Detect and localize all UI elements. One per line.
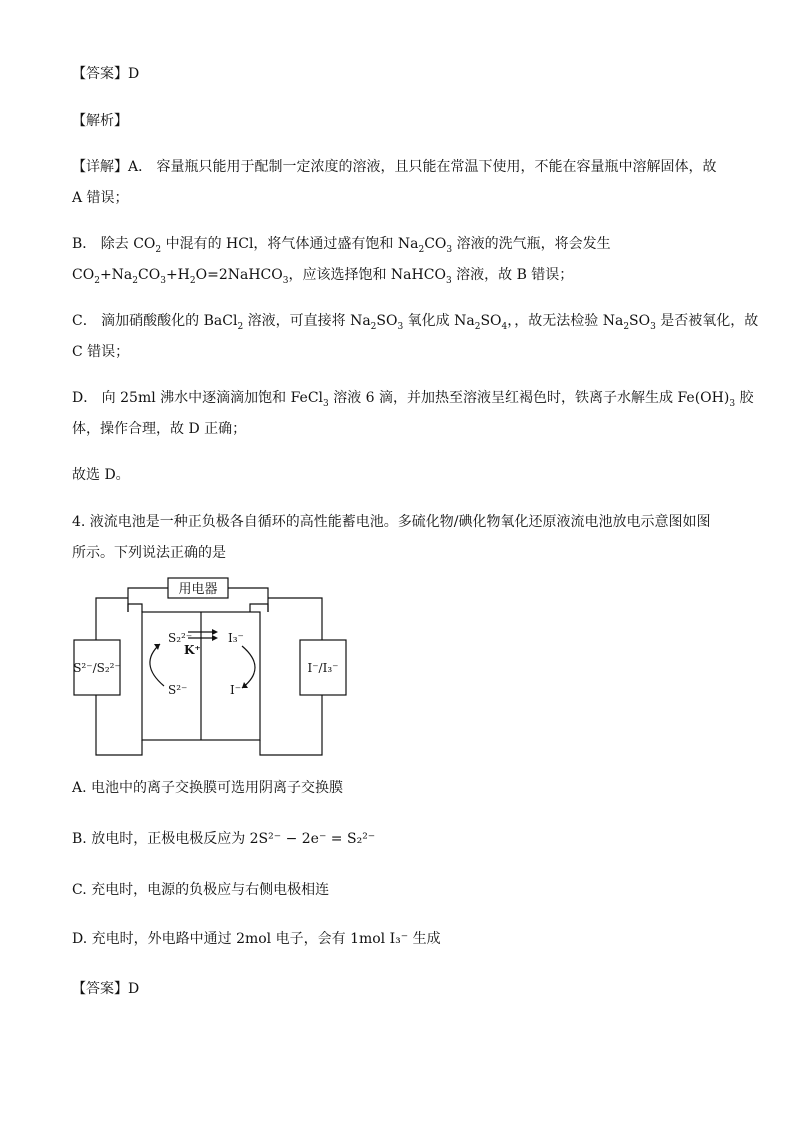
sub: 3 xyxy=(650,321,656,332)
right-tank-label: I⁻/I₃⁻ xyxy=(307,661,339,675)
sub: 3 xyxy=(729,398,736,409)
sub: 2 xyxy=(237,321,244,332)
b-text-4: 溶液的洗气瓶，将会发生 xyxy=(452,236,611,252)
wire-left-outer xyxy=(96,598,128,640)
wire-left-bottom xyxy=(96,695,142,755)
answer-value: D xyxy=(128,66,140,82)
wire-right-outer xyxy=(268,598,322,640)
option-b xyxy=(72,829,375,849)
analysis-tag: 【解析】 xyxy=(72,113,128,129)
sub: 2 xyxy=(623,321,630,332)
sub: 2 xyxy=(94,275,100,286)
answer-line-q4 xyxy=(72,979,139,999)
b-text-3: CO xyxy=(424,236,447,252)
right-electrode-tab xyxy=(250,604,268,612)
sub: 2 xyxy=(132,275,138,286)
sub: 4 xyxy=(501,321,508,332)
sub: 3 xyxy=(323,398,329,409)
d-text: D． 向 25ml 沸水中逐滴滴加饱和 FeCl xyxy=(72,390,324,406)
detail-tag: 【详解】 xyxy=(72,159,128,175)
flow-battery-diagram xyxy=(72,574,362,764)
b-text-5: ，应该选择饱和 NaHCO xyxy=(288,267,446,283)
detail-b-line2 xyxy=(72,265,573,285)
eq-part: O=2NaHCO xyxy=(195,267,283,283)
answer-value: D xyxy=(128,981,140,997)
sub: 3 xyxy=(160,275,166,286)
c-text: SO xyxy=(480,313,502,329)
left-top-species: S₂²⁻ xyxy=(168,631,193,645)
right-bottom-species: I⁻ xyxy=(230,683,242,697)
ion-arrowhead-1 xyxy=(212,629,218,635)
sub: 2 xyxy=(370,321,377,332)
left-tank-label: S²⁻/S₂²⁻ xyxy=(73,661,121,675)
c-text: SO xyxy=(629,313,651,329)
wire-right-top xyxy=(228,588,268,598)
eq-part: CO xyxy=(72,267,95,283)
sub: 3 xyxy=(397,321,404,332)
option-d xyxy=(72,929,441,949)
wire-left-top xyxy=(128,588,168,598)
option-b-equation: 2S²⁻ − 2e⁻ = S₂²⁻ xyxy=(249,831,376,847)
c-text: 溶液，可直接将 Na xyxy=(243,313,371,329)
ion-label: K⁺ xyxy=(184,643,201,657)
detail-a-line1 xyxy=(72,157,717,177)
option-d-species: I₃⁻ xyxy=(389,931,409,947)
eq-part: +H xyxy=(165,267,190,283)
b-text-1: B． 除去 CO xyxy=(72,236,156,252)
detail-a-line2: A 错误； xyxy=(72,190,129,206)
left-cycle-arrow xyxy=(150,644,164,686)
c-text: ，，故无法检验 Na xyxy=(507,313,624,329)
sub: 3 xyxy=(282,275,289,286)
ion-arrowhead-2 xyxy=(212,635,218,641)
option-d-text: D. 充电时，外电路中通过 2mol 电子，会有 1mol xyxy=(72,931,390,947)
sub: 2 xyxy=(474,321,481,332)
answer-tag: 【答案】 xyxy=(72,66,128,82)
d-text: 胶 xyxy=(735,390,754,406)
q4-stem-line1: 4. 液流电池是一种正负极各自循环的高性能蓄电池。多硫化物/碘化物氧化还原液流电池放电示意图如图 xyxy=(72,514,711,530)
wire-right-bottom xyxy=(260,695,322,755)
d-text: 溶液 6 滴，并加热至溶液呈红褐色时，铁离子水解生成 Fe(OH) xyxy=(328,390,730,406)
q4-stem-line2: 所示。下列说法正确的是 xyxy=(72,545,226,561)
sub: 2 xyxy=(189,275,196,286)
detail-c-line2: C 错误； xyxy=(72,344,130,360)
detail-d-line1 xyxy=(72,388,754,408)
eq-part: +Na xyxy=(99,267,133,283)
left-bottom-species: S²⁻ xyxy=(168,683,188,697)
option-a: A. 电池中的离子交换膜可选用阴离子交换膜 xyxy=(72,780,344,796)
c-text: SO xyxy=(376,313,398,329)
detail-b-line1 xyxy=(72,234,611,254)
right-cycle-arrow xyxy=(242,646,255,688)
right-top-species: I₃⁻ xyxy=(228,631,244,645)
detail-d-line2: 体，操作合理，故 D 正确； xyxy=(72,421,247,437)
option-b-text: B. 放电时，正极电极反应为 xyxy=(72,831,250,847)
left-electrode-tab xyxy=(128,604,142,612)
option-d-suffix: 生成 xyxy=(408,931,441,947)
option-c: C. 充电时，电源的负极应与右侧电极相连 xyxy=(72,882,330,898)
sub: 3 xyxy=(446,244,453,255)
conclusion: 故选 D。 xyxy=(72,467,130,483)
sub: 3 xyxy=(445,275,452,286)
c-text: C． 滴加硝酸酸化的 BaCl xyxy=(72,313,238,329)
b-text-6: 溶液，故 B 错误； xyxy=(451,267,574,283)
answer-tag: 【答案】 xyxy=(72,981,128,997)
sub: 2 xyxy=(418,244,425,255)
eq-part: CO xyxy=(138,267,161,283)
load-label: 用电器 xyxy=(178,582,218,597)
detail-c-line1 xyxy=(72,311,758,331)
sub: 2 xyxy=(155,244,162,255)
answer-line-q3 xyxy=(72,64,139,84)
b-text-2: 中混有的 HCl，将气体通过盛有饱和 Na xyxy=(161,236,419,252)
detail-a-text: A． 容量瓶只能用于配制一定浓度的溶液，且只能在常温下使用，不能在容量瓶中溶解固体，故 xyxy=(128,159,717,175)
c-text: 氧化成 Na xyxy=(403,313,475,329)
c-text: 是否被氧化，故 xyxy=(655,313,759,329)
